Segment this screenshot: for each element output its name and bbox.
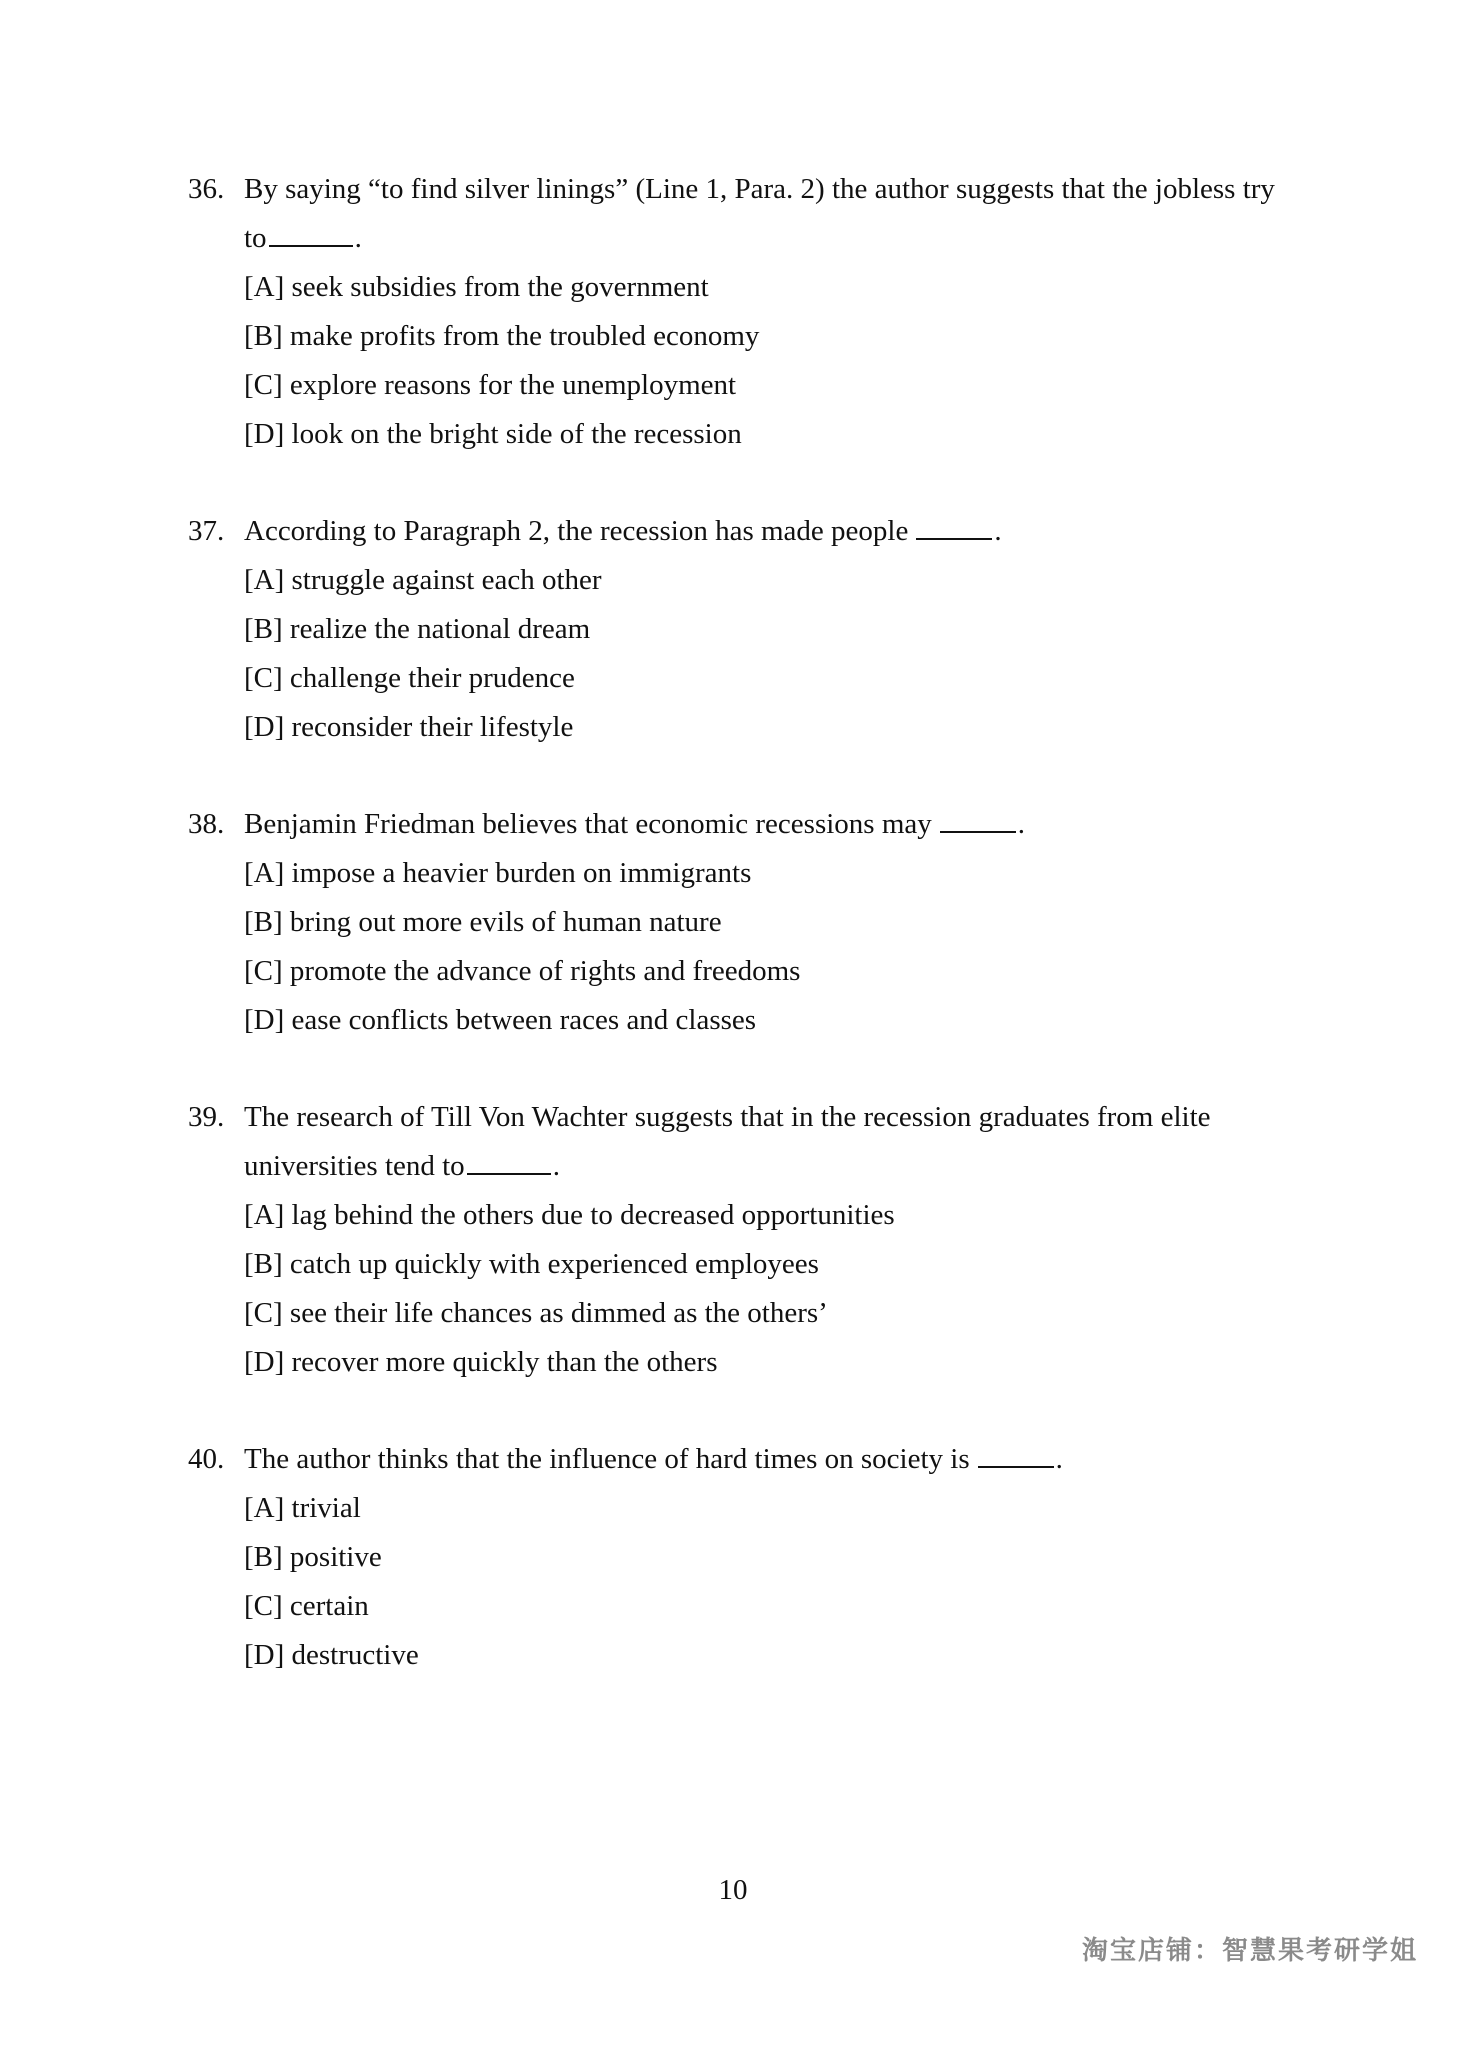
- option-c: [C] certain: [244, 1590, 369, 1622]
- page-number: 10: [718, 1874, 748, 1906]
- option-list: [188, 556, 1288, 752]
- option-c: [C] promote the advance of rights and freedoms: [244, 955, 801, 987]
- option-list: [188, 263, 1288, 459]
- option-a: [A] trivial: [244, 1492, 361, 1524]
- option-c: [C] challenge their prudence: [244, 662, 575, 694]
- question-number: 40.: [188, 1443, 225, 1475]
- option-list: [188, 1191, 1288, 1387]
- question-number: 39.: [188, 1101, 225, 1133]
- question-stem: [188, 507, 1288, 556]
- option-c: [C] see their life chances as dimmed as the others’: [244, 1297, 828, 1329]
- question-stem: [188, 800, 1288, 849]
- option-b: [B] positive: [244, 1541, 382, 1573]
- question-37: [188, 507, 1288, 752]
- question-number: 36.: [188, 173, 225, 205]
- question-stem: [188, 1435, 1288, 1484]
- option-list: [188, 849, 1288, 1045]
- option-d: [D] look on the bright side of the recession: [244, 418, 742, 450]
- option-d: [D] destructive: [244, 1639, 419, 1671]
- answer-blank: [978, 1440, 1054, 1468]
- option-b: [B] bring out more evils of human nature: [244, 906, 722, 938]
- option-a: [A] seek subsidies from the government: [244, 271, 709, 303]
- answer-blank: [467, 1147, 551, 1175]
- question-text: According to Paragraph 2, the recession has made people: [244, 515, 909, 547]
- question-text-end: .: [1055, 1443, 1063, 1475]
- option-b: [B] make profits from the troubled economy: [244, 320, 760, 352]
- question-39: [188, 1093, 1288, 1387]
- question-text: Benjamin Friedman believes that economic recessions may: [244, 808, 932, 840]
- question-number: 38.: [188, 808, 225, 840]
- question-text-end: .: [1017, 808, 1025, 840]
- question-text: The research of Till Von Wachter suggests that in the recession graduates from elite universities tend to: [244, 1101, 1211, 1182]
- answer-blank: [269, 219, 353, 247]
- question-40: [188, 1435, 1288, 1680]
- option-b: [B] realize the national dream: [244, 613, 591, 645]
- option-a: [A] impose a heavier burden on immigrants: [244, 857, 752, 889]
- question-text-end: .: [552, 1150, 560, 1182]
- question-text: The author thinks that the influence of hard times on society is: [244, 1443, 970, 1475]
- option-d: [D] recover more quickly than the others: [244, 1346, 718, 1378]
- option-d: [D] ease conflicts between races and classes: [244, 1004, 757, 1036]
- question-stem: [188, 165, 1288, 263]
- question-36: [188, 165, 1288, 459]
- option-list: [188, 1484, 1288, 1680]
- question-text-end: .: [994, 515, 1002, 547]
- option-c: [C] explore reasons for the unemployment: [244, 369, 737, 401]
- question-stem: [188, 1093, 1288, 1191]
- answer-blank: [940, 805, 1016, 833]
- question-text-end: .: [354, 222, 362, 254]
- question-number: 37.: [188, 515, 225, 547]
- question-38: [188, 800, 1288, 1045]
- shop-watermark: 淘宝店铺：智慧果考研学姐: [1081, 1936, 1418, 1966]
- option-a: [A] struggle against each other: [244, 564, 602, 596]
- answer-blank: [916, 512, 992, 540]
- question-text: By saying “to find silver linings” (Line 1, Para. 2) the author suggests that the jobless try to: [244, 173, 1275, 254]
- option-a: [A] lag behind the others due to decreased opportunities: [244, 1199, 895, 1231]
- option-d: [D] reconsider their lifestyle: [244, 711, 574, 743]
- option-b: [B] catch up quickly with experienced employees: [244, 1248, 819, 1280]
